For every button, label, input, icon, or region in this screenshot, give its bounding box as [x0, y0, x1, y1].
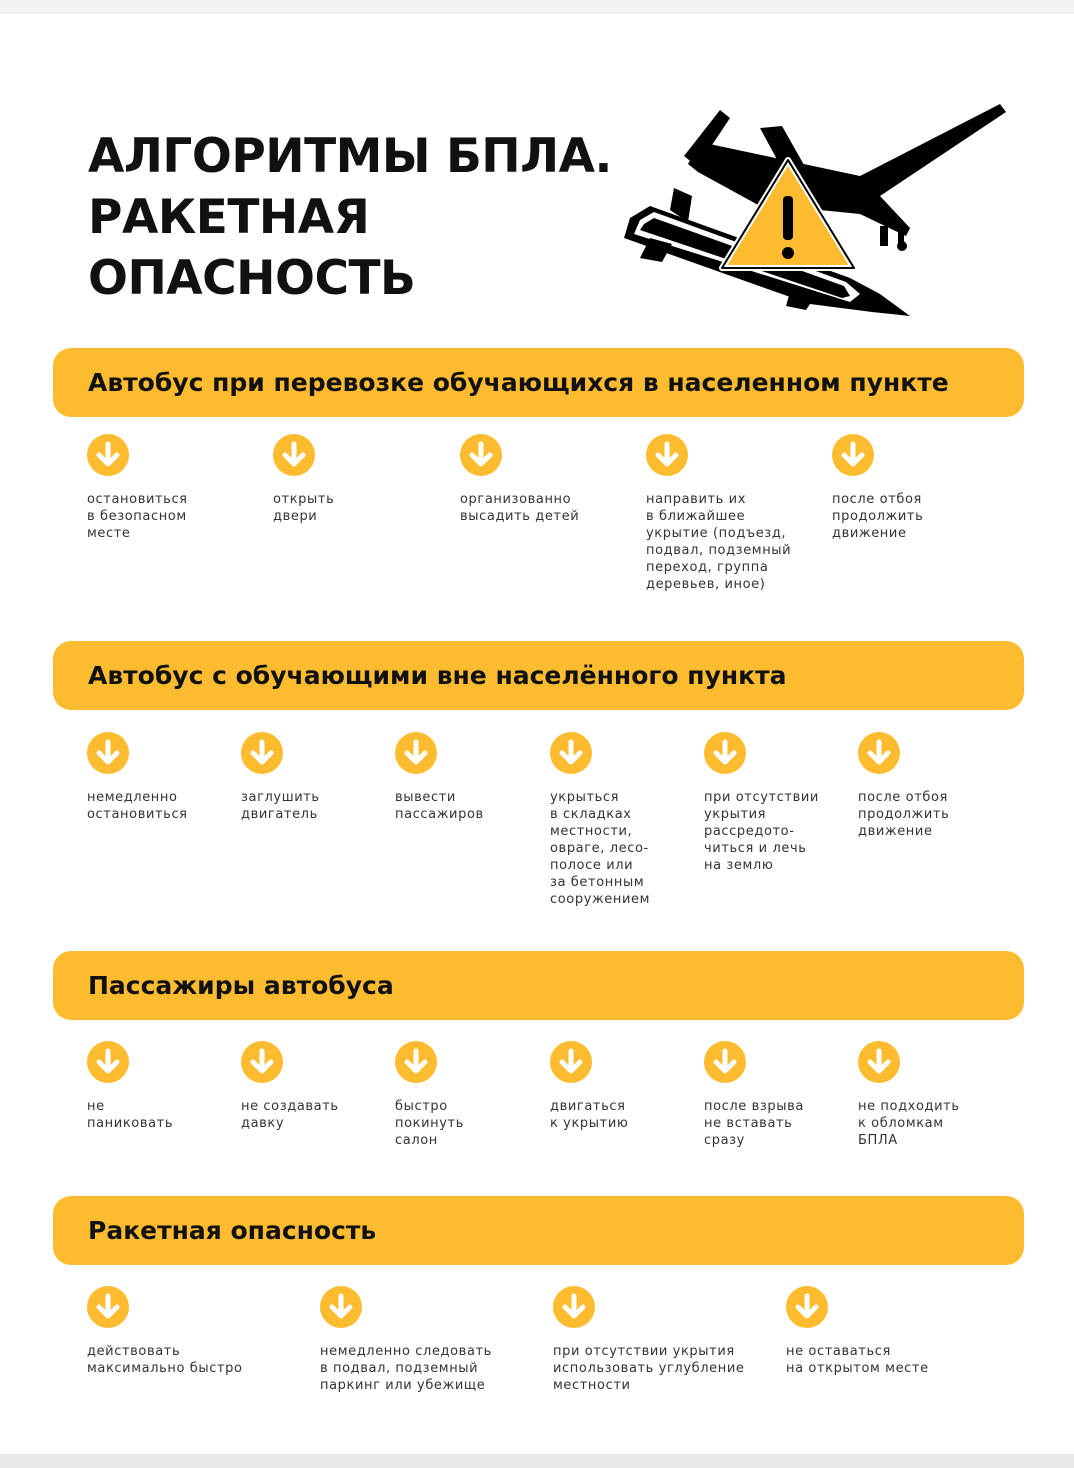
step-text: вывести пассажиров — [395, 790, 484, 822]
arrow-down-icon — [832, 434, 874, 476]
step-text: не создавать давку — [241, 1099, 339, 1131]
arrow-down-icon — [241, 732, 283, 774]
step-item — [395, 732, 484, 822]
step-text: организованно высадить детей — [460, 492, 580, 524]
section-title: Пассажиры автобуса — [88, 971, 394, 1000]
step-item — [550, 1041, 629, 1131]
step-item — [395, 1041, 464, 1148]
arrow-down-icon — [646, 434, 688, 476]
step-text: двигаться к укрытию — [550, 1099, 629, 1131]
arrow-down-icon — [550, 1041, 592, 1083]
step-item — [832, 434, 924, 541]
arrow-down-icon — [395, 732, 437, 774]
step-item — [273, 434, 335, 524]
step-text: при отсутствии укрытия рассредото- читься и лечь на землю — [704, 790, 819, 873]
arrow-down-icon — [704, 732, 746, 774]
step-text: после взрыва не вставать сразу — [704, 1099, 804, 1148]
arrow-down-icon — [241, 1041, 283, 1083]
step-text: после отбоя продолжить движение — [832, 492, 924, 541]
arrow-down-icon — [786, 1286, 828, 1328]
arrow-down-icon — [87, 434, 129, 476]
arrow-down-icon — [550, 732, 592, 774]
step-text: после отбоя продолжить движение — [858, 790, 950, 839]
step-text: укрыться в складках местности, овраге, лесо- полосе или за бетонным сооружением — [550, 790, 651, 907]
step-item — [87, 1286, 243, 1376]
step-item — [87, 732, 188, 822]
step-item — [87, 434, 188, 541]
arrow-down-icon — [395, 1041, 437, 1083]
step-item — [646, 434, 792, 592]
arrow-down-icon — [858, 1041, 900, 1083]
step-text: не оставаться на открытом месте — [786, 1344, 929, 1376]
section-header — [53, 951, 1024, 1020]
title-line-3: ОПАСНОСТЬ — [88, 251, 416, 306]
arrow-down-icon — [858, 732, 900, 774]
step-item — [87, 1041, 174, 1131]
step-item — [320, 1286, 492, 1393]
arrow-down-icon — [87, 732, 129, 774]
step-item — [460, 434, 580, 524]
step-item — [553, 1286, 745, 1393]
step-text: остановиться в безопасном месте — [87, 492, 188, 541]
step-text: заглушить двигатель — [241, 790, 320, 822]
arrow-down-icon — [704, 1041, 746, 1083]
arrow-down-icon — [460, 434, 502, 476]
section-header — [53, 348, 1024, 417]
section-header — [53, 1196, 1024, 1265]
title-line-2: РАКЕТНАЯ — [88, 190, 370, 245]
step-text: немедленно следовать в подвал, подземный паркинг или убежище — [320, 1344, 492, 1393]
step-item — [241, 1041, 339, 1131]
step-item — [858, 1041, 960, 1148]
step-text: открыть двери — [273, 492, 335, 524]
step-item — [704, 1041, 804, 1148]
step-item — [858, 732, 950, 839]
step-text: не паниковать — [87, 1099, 174, 1131]
step-item — [241, 732, 320, 822]
step-item — [550, 732, 651, 907]
arrow-down-icon — [87, 1041, 129, 1083]
section-header — [53, 641, 1024, 710]
step-text: при отсутствии укрытия использовать углубление местности — [553, 1344, 745, 1393]
section-title: Ракетная опасность — [88, 1216, 377, 1245]
drone-missile-warning-icon — [610, 98, 1010, 328]
poster — [0, 14, 1074, 1454]
step-text: быстро покинуть салон — [395, 1099, 464, 1148]
arrow-down-icon — [553, 1286, 595, 1328]
step-item — [704, 732, 819, 873]
section-title: Автобус при перевозке обучающихся в населенном пункте — [88, 368, 949, 397]
step-text: немедленно остановиться — [87, 790, 188, 822]
step-text: действовать максимально быстро — [87, 1344, 243, 1376]
step-text: направить их в ближайшее укрытие (подъезд, подвал, подземный переход, группа деревьев, иное) — [646, 492, 792, 592]
step-text: не подходить к обломкам БПЛА — [858, 1099, 960, 1148]
arrow-down-icon — [87, 1286, 129, 1328]
step-item — [786, 1286, 929, 1376]
section-title: Автобус с обучающими вне населённого пункта — [88, 661, 787, 690]
title-line-1: АЛГОРИТМЫ БПЛА. — [88, 129, 612, 184]
page-title — [88, 126, 612, 309]
arrow-down-icon — [320, 1286, 362, 1328]
page-edge — [0, 1454, 1074, 1468]
arrow-down-icon — [273, 434, 315, 476]
